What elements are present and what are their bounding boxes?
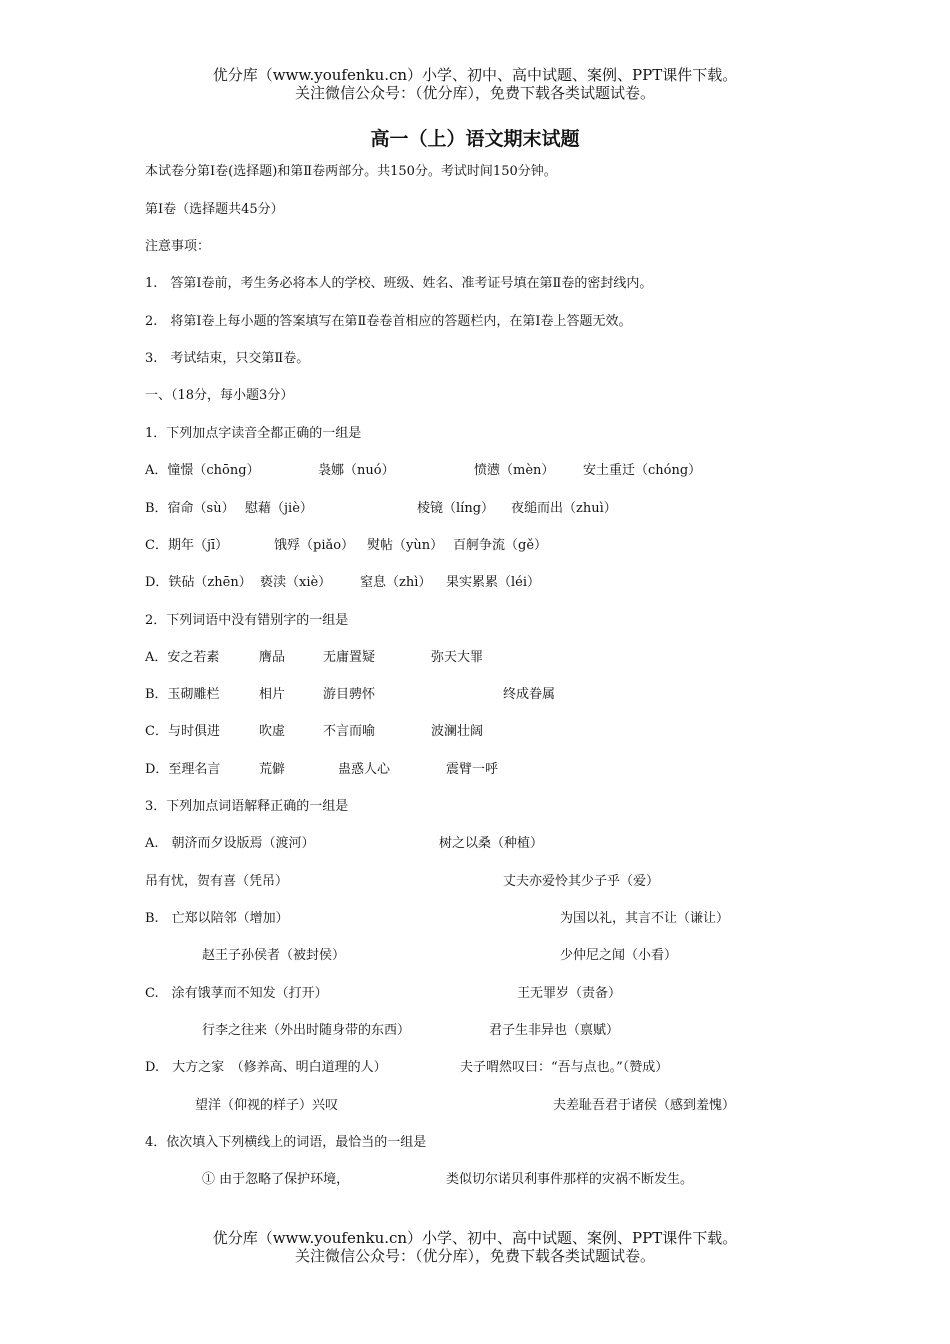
option-item: 游目骋怀	[323, 687, 376, 702]
option-item: 望洋（仰视的样子）兴叹	[195, 1098, 339, 1113]
page-footer	[0, 1229, 950, 1265]
notice-item: 3. 考试结束，只交第Ⅱ卷。	[145, 351, 310, 366]
option-item: 君子生非异也（禀赋）	[489, 1023, 620, 1038]
option-item: D. 大方之家 （修养高、明白道理的人）	[145, 1060, 387, 1075]
option-item: 吊有忧，贺有喜（凭吊）	[145, 874, 289, 889]
option-item: D．铁砧（zhēn）	[145, 575, 252, 590]
option-item: 蛊惑人心	[338, 762, 391, 777]
option-item: B．宿命（sù）	[145, 501, 235, 516]
option-item: 窒息（zhì）	[360, 575, 432, 590]
footer-line-2: 关注微信公众号：（优分库），免费下载各类试题试卷。	[294, 1247, 655, 1265]
option-item: 愤懑（mèn）	[474, 463, 555, 478]
option-item: A．安之若素	[145, 650, 220, 665]
option-item: 夫子喟然叹曰：“吾与点也。”（赞成）	[460, 1060, 669, 1075]
option-item: 吹虚	[259, 724, 286, 739]
option-item: 终成眷属	[503, 687, 556, 702]
header-line-2: 关注微信公众号：（优分库），免费下载各类试题试卷。	[294, 84, 655, 102]
intro-text: 本试卷分第Ⅰ卷(选择题)和第Ⅱ卷两部分。共150分。考试时间150分钟。	[145, 164, 557, 179]
question-stem: 2．下列词语中没有错别字的一组是	[145, 613, 349, 628]
option-item: 相片	[259, 687, 286, 702]
option-item: C. 涂有饿莩而不知发（打开）	[145, 986, 328, 1001]
option-item: B. 亡郑以陪邻（增加）	[145, 911, 289, 926]
option-item: D．至理名言	[145, 762, 221, 777]
option-item: 慰藉（jiè）	[245, 501, 313, 516]
option-item: 亵渎（xiè）	[260, 575, 332, 590]
option-item: 震臂一呼	[446, 762, 499, 777]
option-item: 夜缒而出（zhuì）	[511, 501, 617, 516]
option-item: 饿殍（piǎo）	[274, 538, 355, 553]
option-item: A. 朝济而夕设版焉（渡河）	[145, 836, 315, 851]
option-item: 王无罪岁（责备）	[517, 986, 622, 1001]
option-item: 行李之往来（外出时随身带的东西）	[202, 1023, 411, 1038]
part-heading: 第Ⅰ卷（选择题共45分）	[145, 202, 284, 217]
option-item: 丈夫亦爱怜其少子乎（爱）	[503, 874, 660, 889]
notice-item: 1. 答第Ⅰ卷前，考生务必将本人的学校、班级、姓名、准考证号填在第Ⅱ卷的密封线内。	[145, 276, 653, 291]
header-line-1: 优分库（www.youfenku.cn）小学、初中、高中试题、案例、PPT课件下载。	[212, 66, 738, 84]
option-item: 熨帖（yùn）	[367, 538, 444, 553]
option-item: 夫差耻吾君于诸侯（感到羞愧）	[553, 1098, 736, 1113]
page-header	[0, 66, 950, 102]
sentence-part: ① 由于忽略了保护环境，	[202, 1172, 350, 1187]
option-item: B．玉砌雕栏	[145, 687, 220, 702]
option-item: 袅娜（nuó）	[318, 463, 395, 478]
option-item: A．憧憬（chōng）	[145, 463, 260, 478]
option-item: 无庸置疑	[323, 650, 376, 665]
question-stem: 3．下列加点词语解释正确的一组是	[145, 799, 349, 814]
option-item: 荒僻	[259, 762, 286, 777]
footer-line-1: 优分库（www.youfenku.cn）小学、初中、高中试题、案例、PPT课件下载。	[212, 1229, 738, 1247]
option-item: 赵王子孙侯者（被封侯）	[202, 948, 346, 963]
option-item: 树之以桑（种植）	[439, 836, 544, 851]
option-item: 果实累累（léi）	[446, 575, 541, 590]
question-stem: 4．依次填入下列横线上的词语，最恰当的一组是	[145, 1135, 427, 1150]
option-item: 波澜壮阔	[431, 724, 484, 739]
option-item: 百舸争流（gě）	[453, 538, 548, 553]
page-title: 高一（上）语文期末试题	[370, 128, 580, 150]
notice-item: 2. 将第Ⅰ卷上每小题的答案填写在第Ⅱ卷卷首相应的答题栏内，在第Ⅰ卷上答题无效。	[145, 314, 632, 329]
sentence-part: 类似切尔诺贝利事件那样的灾祸不断发生。	[446, 1172, 694, 1187]
option-item: 安土重迁（chóng）	[583, 463, 702, 478]
section-heading: 一、（18分，每小题3分）	[145, 388, 294, 403]
option-item: 少仲尼之闻（小看）	[560, 948, 678, 963]
question-stem: 1．下列加点字读音全都正确的一组是	[145, 426, 362, 441]
option-item: 膺品	[259, 650, 286, 665]
option-item: 弥天大罪	[431, 650, 484, 665]
option-item: 为国以礼，其言不让（谦让）	[560, 911, 730, 926]
option-item: 棱镜（líng）	[417, 501, 495, 516]
notice-title: 注意事项：	[145, 239, 211, 254]
option-item: C．期年（jī）	[145, 538, 229, 553]
option-item: C．与时俱进	[145, 724, 220, 739]
option-item: 不言而喻	[323, 724, 376, 739]
